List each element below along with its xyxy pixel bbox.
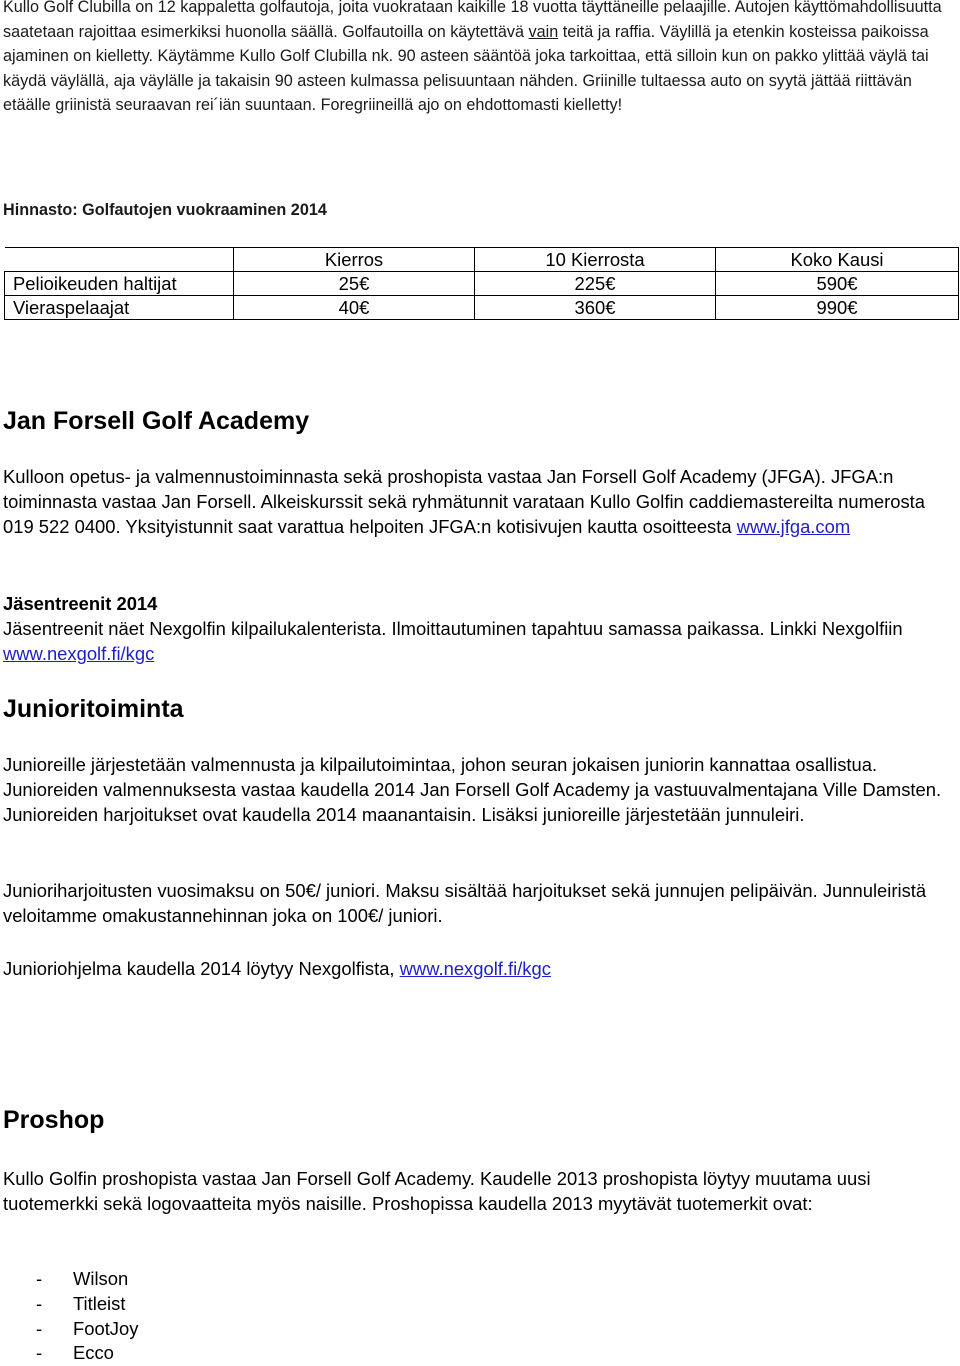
list-item: - Wilson [3,1267,403,1292]
price-cell: 360€ [475,296,716,320]
row-label: Vieraspelaajat [5,296,234,320]
jfga-link[interactable]: www.jfga.com [736,515,851,537]
price-cell: 990€ [716,296,959,320]
member-training-heading: Jäsentreenit 2014 [3,593,158,614]
price-cell: 40€ [234,296,475,320]
price-cell: 25€ [234,272,475,296]
row-label: Pelioikeuden haltijat [5,272,234,296]
price-cell: 225€ [475,272,716,296]
academy-heading: Jan Forsell Golf Academy [3,407,310,435]
juniors-heading: Junioritoiminta [3,695,184,723]
price-cell: 590€ [716,272,959,296]
member-training-text: Jäsentreenit näet Nexgolfin kilpailukalenterista. Ilmoittautuminen tapahtuu samassa paikassa. Linkki Nexgolfiin www.nexgolf.fi/kgc [3,618,903,664]
list-item: - Ecco [3,1341,403,1366]
brand-list [3,1267,403,1366]
column-header: Koko Kausi [716,248,959,272]
emphasis-vain: vain [528,22,559,41]
golf-cart-intro: Kullo Golf Clubilla on 12 kappaletta golfautoja, joita vuokrataan kaikille 18 vuotta täyttäneille pelaajille. Autojen käyttömahdollisuutta saatetaan rajoittaa esimerkiksi huonolla säällä. Golfautoilla on käytettävä vain teitä ja raffia. Väylillä ja etenkin kosteissa paikoissa ajaminen on kielletty. Käytämme Kullo Golf Clubilla nk. 90 asteen sääntöä joka tarkoittaa, että silloin kun on pakko ylittää väylä tai käydä väylällä, aja väylälle ja takaisin 90 asteen kulmassa pelisuuntaan nähden. Griinille tultaessa auto on syytä jättää riittävän etäälle griinistä seuraavan rei´iän suuntaan. Foregriineillä ajo on ehdottomasti kielletty! [3,0,942,115]
academy-text: Kulloon opetus- ja valmennustoiminnasta sekä proshopista vastaa Jan Forsell Golf Academy (JFGA). JFGA:n toiminnasta vastaa Jan Forsell. Alkeiskurssit sekä ryhmätunnit varataan Kullo Golfin caddiemastereilta numerosta 019 522 0400. Yksityistunnit saat varattua helpoiten JFGA:n kotisivujen kautta osoitteesta www.jfga.com [3,466,926,537]
price-table [4,247,959,320]
proshop-text: Kullo Golfin proshopista vastaa Jan Forsell Golf Academy. Kaudelle 2013 proshopista löytyy muutama uusi tuotemerkki sekä logovaatteita myös naisille. Proshopissa kaudella 2013 myytävät tuotemerkit ovat: [3,1168,871,1214]
column-header: 10 Kierrosta [475,248,716,272]
table-row [5,296,959,320]
pricing-title: Hinnasto: Golfautojen vuokraaminen 2014 [3,201,327,219]
list-item: - FootJoy [3,1317,403,1342]
juniors-paragraph-2: Junioriharjoitusten vuosimaksu on 50€/ juniori. Maksu sisältää harjoitukset sekä junnujen pelipäivän. Junnuleiristä veloitamme omakustannehinnan joka on 100€/ juniori. [3,880,927,926]
list-item: - Titleist [3,1292,403,1317]
column-header: Kierros [234,248,475,272]
junior-program-link[interactable]: www.nexgolf.fi/kgc [399,958,551,979]
proshop-heading: Proshop [3,1106,105,1134]
table-row [5,272,959,296]
table-corner-cell [5,248,234,272]
nexgolf-link[interactable]: www.nexgolf.fi/kgc [3,642,155,664]
juniors-paragraph-1: Junioreille järjestetään valmennusta ja kilpailutoimintaa, johon seuran jokaisen juniorin kannattaa osallistua. Junioreiden valmennuksesta vastaa kaudella 2014 Jan Forsell Golf Academy ja vastuuvalmentajana Ville Damsten. Junioreiden harjoitukset ovat kaudella 2014 maanantaisin. Lisäksi junioreille järjestetään junnuleiri. [3,754,942,825]
table-header-row [5,248,959,272]
juniors-paragraph-3: Junioriohjelma kaudella 2014 löytyy Nexgolfista, www.nexgolf.fi/kgc [3,958,551,979]
